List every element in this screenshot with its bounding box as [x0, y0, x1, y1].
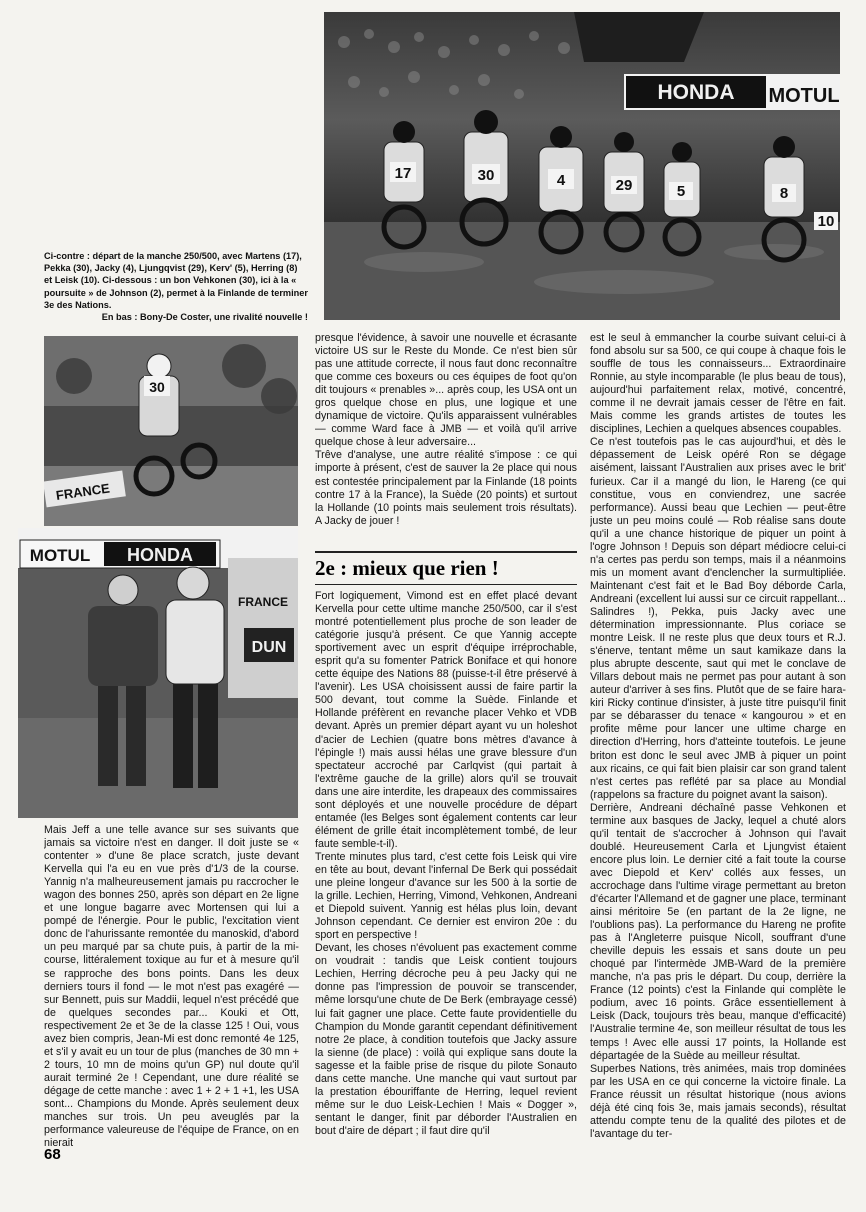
motul-banner: MOTUL [29, 546, 91, 565]
heading-rule-bottom [315, 584, 577, 585]
dunlop-sign: DUN [251, 639, 287, 656]
vehkonen-jump-photo [44, 336, 298, 526]
plate-4: 4 [556, 172, 566, 189]
france-banner: FRANCE [54, 480, 111, 503]
column-2-bottom-text: Fort logiquement, Vimond est en effet placé devant Kervella pour cette ultime manche 250/500, car il s'est montré potentiellement plus proche de son leader de catégorie jusqu'à présent. Ce que Yannig accepte sportivement avec un esprit d'équipe irréprochable, esprit qu'a su fomenter Patrick Boniface et qui honore cette équipe des Nations 88 (puisse-t-il être préservé à l'avenir). Les USA choisissent aussi de faire partir la 500 devant, tout comme la Suède. Finlande et Hollande préfèrent en revanche placer Vehko et VDB devant. Après un premier départ ayant vu un holeshot d'acier de Lechien (quatre bons mètres d'avance à l'épingle !) mais aussi hélas une grave blessure d'un spectateur accroché par Carlqvist (qui partait à l'extrême gauche de la grille) alors qu'il se trouvait dans une aire interdite, les drapeaux des commissaires sont déployés et une nouvelle procédure de départ entamée (les Belges sont également contents car leur élément de grille était incomplètement tombé, de leur faute semble-t-il). Trente minutes plus tard, c'est cette fois Leisk qui vire en tête au bout, devant l'infernal De Berk qui possédait une pleine longeur d'avance sur les 500 à la sortie de la grille. Lechien, Herring, Vimond, Vehkonen, Andreani et Diepold suivent. Yannig est hélas plus loin, devant Johnson cependant. Ce dernier est environ 20e : du sport en perspective ! Devant, les choses n'évoluent pas exactement comme on voudrait : tandis que Leisk contient toujours Lechien, Herring décroche peu à peu Jacky qui ne donne pas l'impression de pouvoir se transcender, même lorsqu'une chute de De Berk (embrayage cessé) lui fait gagner une place. Cette faute providentielle du Champion du Monde garantit cependant définitivement notre 2e place, à condition toutefois que Jacky assure la sienne (de place) : voilà qui explique sans doute la sagesse et la faible prise de risque du pilote Sonauto dans cette manche. Une manche qui vaut surtout par la prestation ébouriffante de Herring, lequel revient même sur le duo Leisk-Lechien ! Mais « Dogger », sentant le danger, finit par déborder l'Australien en bout d'aire de départ ; il faut dire qu'il [315, 590, 577, 1137]
column-3 [590, 332, 846, 1166]
plate-30: 30 [477, 167, 495, 184]
column-1 [44, 824, 299, 1166]
plate-8: 8 [779, 185, 789, 202]
column-3-text: est le seul à emmancher la courbe suivant celui-ci à fond absolu sur sa 500, ce qui coupe à chaque fois le souffle de tous les connaisseurs... Extraordinaire Ronnie, au style incomparable (le plus beau de tous), aujourd'hui parfaitement relax, motivé, concentré, comme il ne devrait jamais cesser de l'être en fait. Mais comme les grands artistes de toutes les disciplines, Lechien a quelques absences coupables. Ce n'est toutefois pas le cas aujourd'hui, et dès le dépassement de Leisk opéré Ron se dégage aisément, laissant l'Australien aux prises avec le brit' furieux. Car il a mangé du lion, le Hareng (ce qui constitue, vous en conviendrez, une sacrée performance). Aussi beau que Lechien — peut-être juste un peu moins coulé — Rob réalise sans doute qu'il a une chance historique de piquer un point à l'ogre Johnson ! Depuis son départ médiocre celui-ci n'a certes pas perdu son temps, mais il a néanmoins mis un moment avant d'enclencher la surmultipliée. Maintenant c'est fait et le Bad Boy déborde Carla, Andreani (excellent lui aussi sur ce circuit rappellant... Salindres !), Pekka, puis Jacky avec une détermination impressionnante. Plus coriace se montre Leisk. Il ne reste plus que deux tours et R.J. s'énerve, tentant même un saut kamikaze dans la plus abrupte descente, saut qui met le conclave de Villars debout mais ne permet pas pour autant à son auteur d'arriver à ses fins. Plutôt que de se faire hara-kiri Ricky continue d'insister, à juste titre puisqu'il finit par se débarasser du tenace « kangourou » et en profite même pour lancer une ultime charge en direction d'Herring, hors d'atteinte toutefois. Le jeune briton est donc le seul avec JMB à piquer un point aux ricains, ce qui fait bien plaisir car son grand talent n'est certes pas reflété par sa place au Mondial (rappelons sa fracture du poignet avant la saison). Derrière, Andreani déchaîné passe Vehkonen et termine aux basques de Jacky, lequel a chuté alors qu'il tentait de s'accrocher à Johnson qui l'avait doublé. Heureusement Carla et Ljungvist étaient encore plus loin. Le dernier cité a fait toute la course avec Diepold et Kerv' collés aux fesses, un accrochage dans l'ultime virage permettant au breton d'écarter l'Allemand et de gagner une place, terminant ainsi méritoire 5e (en partant de la 2e ligne, ne l'oublions pas). La performance du Hareng ne profite pas à l'Angleterre puisque Nicoll, souffrant d'une cheville depuis les essais et sans doute un peu choqué par l'intermède JMB-Ward de la première manche, n'a pas pris le départ. Du coup, derrière la France (12 points) c'est la Finlande qui complète le podium, avec 16 points. Grâce essentiellement à Leisk (Dack, toujours très beau, manque d'efficacité) l'Australie termine 4e, son meilleur résultat de tous les temps ! Avec elle aussi 17 points, la Hollande est départagée de la Suède au meilleur résultat. Superbes Nations, très animées, mais trop dominées par les USA en ce qui concerne la victoire finale. La France réussit un résultat historique (nous avions déjà été cinq fois 3e, mais jamais seconds), résultat attendu compte tenu de la qualité des pilotes et de l'avantage du ter- [590, 332, 846, 1140]
plate-10: 10 [817, 213, 835, 230]
plate-29: 29 [615, 177, 633, 194]
france-sign: FRANCE [238, 595, 288, 609]
photo-caption-bottom: En bas : Bony-De Coster, une rivalité nouvelle ! [101, 312, 308, 323]
plate-30-jump: 30 [149, 379, 165, 395]
column-2-top [315, 332, 577, 550]
race-start-photo [324, 12, 840, 320]
motul-sign: MOTUL [768, 85, 840, 107]
heading-rule-top [315, 551, 577, 553]
photo-caption [44, 250, 308, 323]
column-1-text: Mais Jeff a une telle avance sur ses suivants que jamais sa victoire n'est en danger. Il doit juste se « contenter » d'une 8e place scratch, juste devant Kervella qui l'a eu en vue près d'1/3 de la course. Yannig n'a malheureusement jamais pu raccrocher le wagon des bonnes 250, après son départ en 2e ligne et une longue bagarre avec Mortensen qui lui a pompé de l'énergie. Pour le public, l'excitation vient donc de l'ahurissante remontée du manoskid, d'abord un peu marqué par sa chute puis, à partir de la mi-course, littéralement toxique au fur et à mesure qu'il se rapproche des bons points. Dans les deux derniers tours il fond — le mot n'est pas exagéré — sur Bennett, puis sur Maddii, lequel n'est précédé que de quelques secondes par... Kouki et Ott, respectivement 2e et 3e de la classe 125 ! Oui, vous avez bien compris, Jean-Mi est donc remonté 4e 125, et s'il y avait eu un tour de plus (manches de 30 mn + 2 tours, 10 mn de moins qu'un GP) nul doute qu'il aurait terminé 2e ! Cependant, une dure réalité se dégage de cette manche : avec 1 + 2 + 1 +1, les USA sont... Champions du Monde. Après seulement deux manches sur trois. Un peu aveuglés par la performance valeureuse de l'équipe de France, on en nierait [44, 824, 299, 1150]
page-number: 68 [44, 1146, 61, 1163]
section-heading: 2e : mieux que rien ! [315, 556, 499, 580]
honda-banner: HONDA [127, 545, 193, 565]
honda-sign: HONDA [657, 81, 735, 104]
column-2-bottom [315, 590, 577, 1166]
plate-17: 17 [394, 165, 412, 182]
plate-5: 5 [676, 183, 686, 200]
bony-de-coster-photo [18, 528, 298, 818]
column-2-top-text: presque l'évidence, à savoir une nouvelle et écrasante victoire US sur le Reste du Monde. Ce n'est bien sûr pas une attitude correcte, il nous faut donc reconnaître que comme ces boxeurs ou ces équipes de foot qu'on dit toujours « prenables »... après coup, les USA ont un gros quelque chose en plus, une logique et une dynamique de victoire. Qu'ils apparaissent vulnérables — comme Ward face à JMB — et voilà qu'il arrive quelque chose à leur adversaire... Trêve d'analyse, une autre réalité s'impose : ce qui importe à présent, c'est de sauver la 2e place qui nous est contestée principalement par la Finlande (18 points contre 17 à la France), la Suède (20 points) et surtout la Hollande (10 points mais seulement trois résultats). A Jacky de jouer ! [315, 332, 577, 527]
photo-caption-main: Ci-contre : départ de la manche 250/500, avec Martens (17), Pekka (30), Jacky (4), Ljungqvist (29), Kerv' (5), Herring (8) et Leisk (10). Ci-dessous : un bon Vehkonen (30), ici à la « poursuite » de Johnson (2), permet à la Finlande de terminer 3e des Nations. [44, 251, 308, 310]
